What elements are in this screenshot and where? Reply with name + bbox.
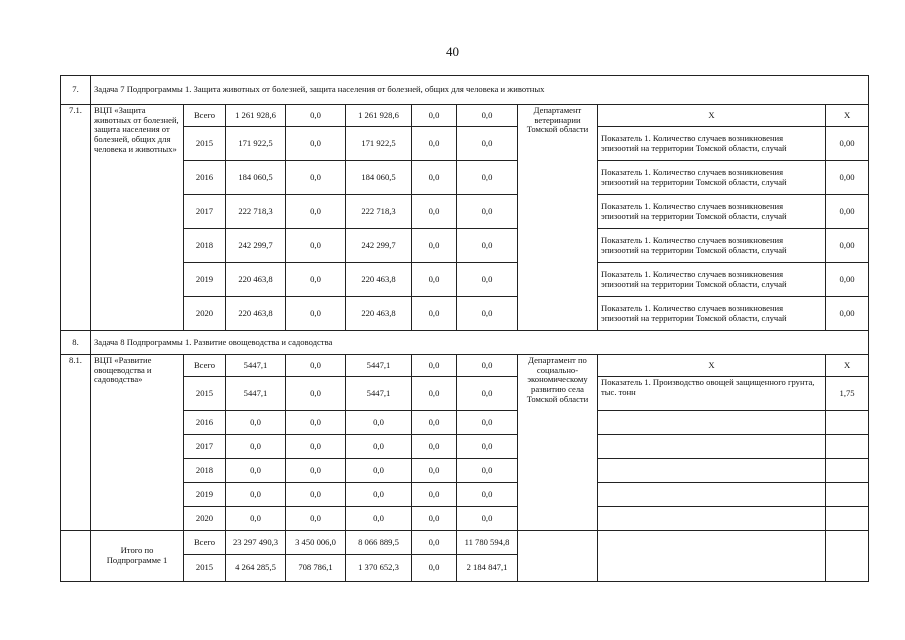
- federal-cell: 0,0: [286, 127, 346, 161]
- budget-table: [60, 75, 869, 582]
- federal-cell: 0,0: [286, 297, 346, 331]
- regional-cell: 220 463,8: [346, 263, 412, 297]
- federal-cell: 0,0: [286, 411, 346, 435]
- indicator-value-cell: 0,00: [826, 161, 869, 195]
- local-cell: 0,0: [412, 411, 457, 435]
- total-cell: 0,0: [226, 483, 286, 507]
- indicator-value-cell: [826, 507, 869, 531]
- local-cell: 0,0: [412, 483, 457, 507]
- task-row: [61, 331, 869, 355]
- year-cell: Всего: [184, 355, 226, 377]
- federal-cell: 0,0: [286, 105, 346, 127]
- federal-cell: 0,0: [286, 507, 346, 531]
- regional-cell: 1 370 652,3: [346, 555, 412, 582]
- local-cell: 0,0: [412, 377, 457, 411]
- total-cell: 4 264 285,5: [226, 555, 286, 582]
- year-cell: 2015: [184, 127, 226, 161]
- indicator-value-cell: [826, 435, 869, 459]
- totals-row: [61, 531, 869, 555]
- total-cell: 1 261 928,6: [226, 105, 286, 127]
- regional-cell: 0,0: [346, 483, 412, 507]
- indicator-value-cell: [826, 483, 869, 507]
- total-cell: 0,0: [226, 459, 286, 483]
- indicator-cell: [598, 435, 826, 459]
- indicator-cell: [598, 507, 826, 531]
- task-title: Задача 7 Подпрограммы 1. Защита животных от болезней, защита населения от болезней, общих для человека и животных: [91, 76, 869, 105]
- indicator-value-cell: 0,00: [826, 229, 869, 263]
- indicator-cell: [598, 411, 826, 435]
- year-cell: Всего: [184, 531, 226, 555]
- local-cell: 0,0: [412, 507, 457, 531]
- extra-cell: 0,0: [457, 355, 518, 377]
- year-cell: 2017: [184, 195, 226, 229]
- local-cell: 0,0: [412, 195, 457, 229]
- federal-cell: 0,0: [286, 195, 346, 229]
- totals-number-cell: [61, 531, 91, 582]
- federal-cell: 3 450 006,0: [286, 531, 346, 555]
- table-row: [61, 105, 869, 127]
- extra-cell: 0,0: [457, 459, 518, 483]
- year-cell: 2015: [184, 555, 226, 582]
- page-number: 40: [446, 44, 459, 59]
- task-number: 8.: [61, 331, 91, 355]
- total-cell: 220 463,8: [226, 297, 286, 331]
- totals-label: Итого по Подпрограмме 1: [91, 531, 184, 582]
- extra-cell: 0,0: [457, 377, 518, 411]
- total-cell: 0,0: [226, 435, 286, 459]
- extra-cell: 0,0: [457, 105, 518, 127]
- federal-cell: 0,0: [286, 161, 346, 195]
- total-cell: 184 060,5: [226, 161, 286, 195]
- indicator-value-cell: 0,00: [826, 297, 869, 331]
- year-cell: 2016: [184, 161, 226, 195]
- indicator-value-cell: 0,00: [826, 263, 869, 297]
- regional-cell: 242 299,7: [346, 229, 412, 263]
- local-cell: 0,0: [412, 161, 457, 195]
- indicator-cell: Показатель 1. Количество случаев возникновения эпизоотий на территории Томской области, случай: [598, 297, 826, 331]
- extra-cell: 0,0: [457, 483, 518, 507]
- local-cell: 0,0: [412, 105, 457, 127]
- federal-cell: 0,0: [286, 229, 346, 263]
- year-cell: Всего: [184, 105, 226, 127]
- regional-cell: 5447,1: [346, 377, 412, 411]
- total-cell: 5447,1: [226, 377, 286, 411]
- program-number: 7.1.: [61, 105, 91, 331]
- regional-cell: 0,0: [346, 459, 412, 483]
- regional-cell: 184 060,5: [346, 161, 412, 195]
- federal-cell: 0,0: [286, 355, 346, 377]
- total-cell: 0,0: [226, 411, 286, 435]
- executor-cell: Департамент по социально-экономическому развитию села Томской области: [518, 355, 598, 531]
- totals-value-cell: [826, 531, 869, 582]
- task-number: 7.: [61, 76, 91, 105]
- regional-cell: 5447,1: [346, 355, 412, 377]
- federal-cell: 0,0: [286, 459, 346, 483]
- table-row: [61, 355, 869, 377]
- year-cell: 2018: [184, 229, 226, 263]
- indicator-cell: Показатель 1. Количество случаев возникновения эпизоотий на территории Томской области, случай: [598, 127, 826, 161]
- regional-cell: 0,0: [346, 411, 412, 435]
- year-cell: 2020: [184, 507, 226, 531]
- regional-cell: 220 463,8: [346, 297, 412, 331]
- total-cell: 23 297 490,3: [226, 531, 286, 555]
- federal-cell: 0,0: [286, 263, 346, 297]
- task-row: [61, 76, 869, 105]
- extra-cell: 0,0: [457, 411, 518, 435]
- total-cell: 242 299,7: [226, 229, 286, 263]
- indicator-value-cell: 0,00: [826, 195, 869, 229]
- local-cell: 0,0: [412, 531, 457, 555]
- extra-cell: 11 780 594,8: [457, 531, 518, 555]
- indicator-cell: Показатель 1. Производство овощей защищенного грунта, тыс. тонн: [598, 377, 826, 411]
- federal-cell: 0,0: [286, 377, 346, 411]
- total-cell: 171 922,5: [226, 127, 286, 161]
- regional-cell: 1 261 928,6: [346, 105, 412, 127]
- regional-cell: 222 718,3: [346, 195, 412, 229]
- regional-cell: 171 922,5: [346, 127, 412, 161]
- regional-cell: 0,0: [346, 507, 412, 531]
- program-number: 8.1.: [61, 355, 91, 531]
- total-cell: 222 718,3: [226, 195, 286, 229]
- extra-cell: 0,0: [457, 195, 518, 229]
- indicator-cell: Показатель 1. Количество случаев возникновения эпизоотий на территории Томской области, случай: [598, 195, 826, 229]
- total-cell: 220 463,8: [226, 263, 286, 297]
- value-header-cell: Х: [826, 355, 869, 377]
- local-cell: 0,0: [412, 229, 457, 263]
- indicator-value-cell: 1,75: [826, 377, 869, 411]
- totals-indicator-cell: [598, 531, 826, 582]
- extra-cell: 0,0: [457, 161, 518, 195]
- indicator-value-cell: 0,00: [826, 127, 869, 161]
- task-title: Задача 8 Подпрограммы 1. Развитие овощеводства и садоводства: [91, 331, 869, 355]
- year-cell: 2016: [184, 411, 226, 435]
- indicator-header-cell: Х: [598, 105, 826, 127]
- extra-cell: 0,0: [457, 263, 518, 297]
- program-name: ВЦП «Защита животных от болезней, защита населения от болезней, общих для человека и животных»: [91, 105, 184, 331]
- year-cell: 2015: [184, 377, 226, 411]
- totals-executor-cell: [518, 531, 598, 582]
- program-name: ВЦП «Развитие овощеводства и садоводства»: [91, 355, 184, 531]
- indicator-cell: Показатель 1. Количество случаев возникновения эпизоотий на территории Томской области, случай: [598, 263, 826, 297]
- local-cell: 0,0: [412, 459, 457, 483]
- regional-cell: 8 066 889,5: [346, 531, 412, 555]
- local-cell: 0,0: [412, 297, 457, 331]
- federal-cell: 0,0: [286, 483, 346, 507]
- federal-cell: 708 786,1: [286, 555, 346, 582]
- indicator-header-cell: Х: [598, 355, 826, 377]
- year-cell: 2017: [184, 435, 226, 459]
- year-cell: 2020: [184, 297, 226, 331]
- year-cell: 2019: [184, 263, 226, 297]
- local-cell: 0,0: [412, 355, 457, 377]
- federal-cell: 0,0: [286, 435, 346, 459]
- indicator-cell: [598, 483, 826, 507]
- indicator-value-cell: [826, 459, 869, 483]
- local-cell: 0,0: [412, 555, 457, 582]
- total-cell: 0,0: [226, 507, 286, 531]
- regional-cell: 0,0: [346, 435, 412, 459]
- year-cell: 2019: [184, 483, 226, 507]
- local-cell: 0,0: [412, 263, 457, 297]
- extra-cell: 0,0: [457, 127, 518, 161]
- total-cell: 5447,1: [226, 355, 286, 377]
- indicator-cell: [598, 459, 826, 483]
- extra-cell: 2 184 847,1: [457, 555, 518, 582]
- indicator-value-cell: [826, 411, 869, 435]
- extra-cell: 0,0: [457, 297, 518, 331]
- extra-cell: 0,0: [457, 229, 518, 263]
- local-cell: 0,0: [412, 435, 457, 459]
- indicator-cell: Показатель 1. Количество случаев возникновения эпизоотий на территории Томской области, случай: [598, 229, 826, 263]
- local-cell: 0,0: [412, 127, 457, 161]
- value-header-cell: Х: [826, 105, 869, 127]
- executor-cell: Департамент ветеринарии Томской области: [518, 105, 598, 331]
- extra-cell: 0,0: [457, 435, 518, 459]
- extra-cell: 0,0: [457, 507, 518, 531]
- indicator-cell: Показатель 1. Количество случаев возникновения эпизоотий на территории Томской области, случай: [598, 161, 826, 195]
- year-cell: 2018: [184, 459, 226, 483]
